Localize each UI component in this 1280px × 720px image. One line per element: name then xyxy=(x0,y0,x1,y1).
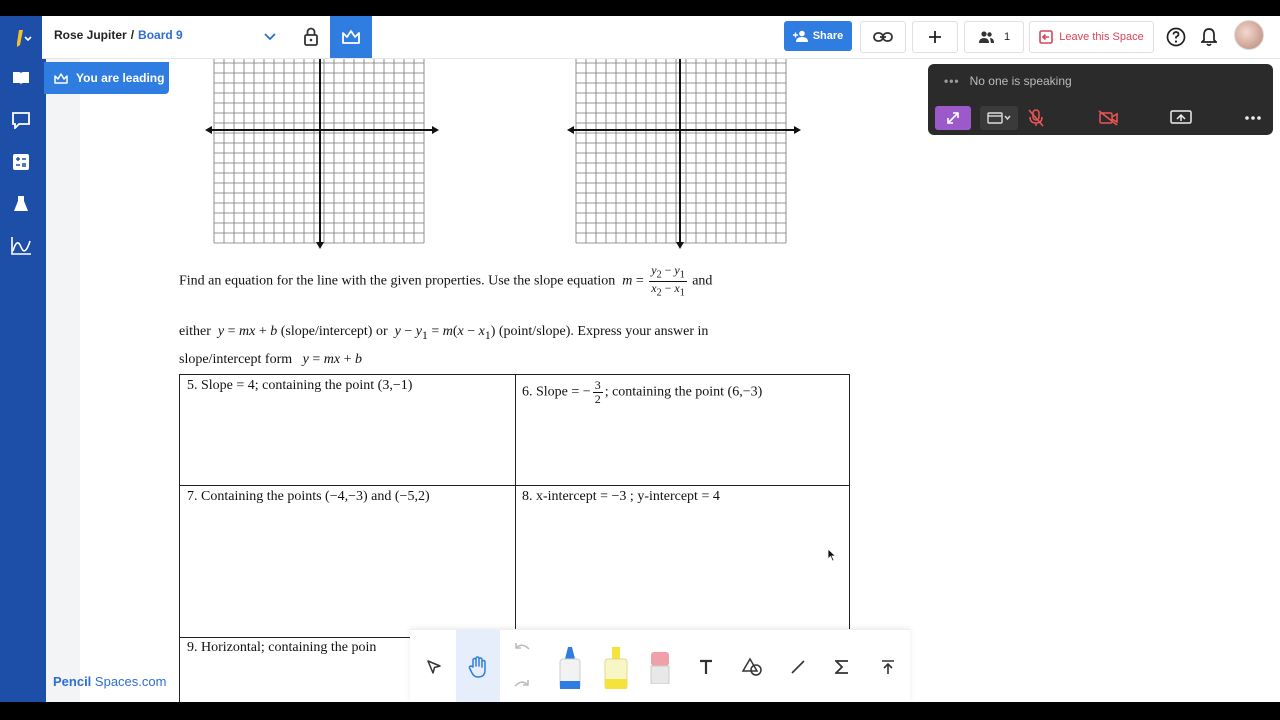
yellow-highlighter-icon xyxy=(604,645,628,689)
breadcrumb xyxy=(54,28,183,42)
chevron-down-icon[interactable] xyxy=(260,22,280,52)
shapes-tool[interactable] xyxy=(730,630,774,702)
redo-button[interactable] xyxy=(500,666,544,702)
pen-tool[interactable] xyxy=(548,630,592,702)
problem-6-prefix: 6. Slope = − xyxy=(522,384,591,400)
participants-button[interactable] xyxy=(964,21,1024,53)
slope-intercept-form-text: slope/intercept form xyxy=(179,352,293,367)
upload-icon xyxy=(881,659,895,675)
instruction-line-3: slope/intercept form y = mx + b xyxy=(179,352,362,367)
brand-suffix: Spaces.com xyxy=(94,674,167,689)
bell-icon[interactable] xyxy=(1199,22,1219,52)
avatar[interactable] xyxy=(1234,20,1264,50)
leave-space-button[interactable] xyxy=(1029,21,1154,53)
graph-icon[interactable] xyxy=(0,226,42,266)
crown-icon xyxy=(54,73,68,84)
participant-count: 1 xyxy=(1003,31,1011,43)
problem-6 xyxy=(522,379,762,405)
chat-icon[interactable] xyxy=(0,100,42,140)
dots-icon: ••• xyxy=(944,74,960,88)
problem-6-suffix: ; containing the point (6,−3) xyxy=(604,384,763,400)
left-rail xyxy=(0,16,42,702)
flask-icon[interactable] xyxy=(0,184,42,224)
blue-marker-icon xyxy=(559,645,581,689)
highlighter-tool[interactable] xyxy=(594,630,638,702)
leading-badge xyxy=(44,62,169,94)
top-bar xyxy=(42,16,1280,59)
pointer-icon xyxy=(426,659,442,675)
board-name[interactable]: Board 9 xyxy=(138,28,183,42)
brand-name: Pencil xyxy=(53,674,92,689)
problem-6-numerator: 3 xyxy=(594,378,601,392)
equation-tool[interactable] xyxy=(820,630,864,702)
problem-7: 7. Containing the points (−4,−3) and (−5,2) xyxy=(187,489,430,504)
eraser-icon xyxy=(649,650,671,684)
add-person-icon xyxy=(793,30,809,42)
book-icon[interactable] xyxy=(0,58,42,98)
plus-icon xyxy=(928,30,942,44)
hand-icon xyxy=(468,656,488,678)
slope-intercept-label: (slope/intercept) or xyxy=(280,324,388,339)
select-tool[interactable] xyxy=(412,630,456,702)
speaking-status-text: No one is speaking xyxy=(969,74,1072,88)
coordinate-grid-right xyxy=(566,59,802,249)
instruction-text-a: Find an equation for the line with the given properties. Use the slope equation xyxy=(179,273,616,289)
problem-9: 9. Horizontal; containing the poin xyxy=(187,640,377,655)
help-icon[interactable] xyxy=(1165,22,1187,52)
user-name: Rose Jupiter xyxy=(54,28,127,42)
brand-logo xyxy=(53,674,166,689)
problem-8: 8. x-intercept = −3 ; y-intercept = 4 xyxy=(522,489,720,504)
lock-icon[interactable] xyxy=(300,22,322,52)
layout-icon xyxy=(987,112,1011,124)
instruction-text-a-tail: and xyxy=(692,273,713,289)
link-icon xyxy=(873,31,893,43)
table-divider xyxy=(180,485,849,486)
problem-5: 5. Slope = 4; containing the point (3,−1) xyxy=(187,378,413,393)
mouse-cursor-icon xyxy=(827,548,837,562)
layout-dropdown[interactable] xyxy=(980,106,1018,130)
upload-tool[interactable] xyxy=(866,630,910,702)
leave-label: Leave this Space xyxy=(1059,31,1144,43)
pan-tool[interactable] xyxy=(456,630,500,702)
share-label: Share xyxy=(812,30,844,42)
add-button[interactable] xyxy=(912,21,958,53)
slope-formula: $\frac{y_2 - y_1}{x_2 - x_1}$ xyxy=(651,263,685,299)
canvas-margin xyxy=(46,59,82,702)
calculator-icon[interactable] xyxy=(0,142,42,182)
line-icon xyxy=(791,660,805,674)
text-icon xyxy=(699,659,713,675)
point-slope-label: (point/slope). Express your answer in xyxy=(498,324,709,339)
expand-icon xyxy=(946,111,960,125)
speaking-status xyxy=(944,74,1072,88)
instruction-line-1: Find an equation for the line with the given properties. Use the slope equation m = $\frac{y_2 - y_1}{x_2 - x_1}$ and xyxy=(179,263,713,299)
breadcrumb-separator: / xyxy=(130,28,135,42)
shapes-icon xyxy=(741,657,763,677)
problem-6-denominator: 2 xyxy=(594,391,601,406)
video-panel xyxy=(928,64,1273,135)
copy-link-button[interactable] xyxy=(860,21,906,53)
crown-button[interactable] xyxy=(330,16,372,58)
text-tool[interactable] xyxy=(684,630,728,702)
instruction-line-2: either y = mx + b (slope/intercept) or $y - y_1 = m(x - x_1)$ (point/slope). Express your answer in xyxy=(179,324,709,342)
share-button[interactable] xyxy=(784,21,852,51)
mic-off-icon[interactable] xyxy=(1024,106,1048,130)
more-options-icon[interactable] xyxy=(1240,106,1266,130)
drawing-toolbar xyxy=(410,629,910,702)
coordinate-grid-left xyxy=(204,59,440,249)
camera-off-icon[interactable] xyxy=(1096,106,1120,130)
worksheet-page xyxy=(80,59,910,702)
sigma-icon xyxy=(835,659,849,675)
people-icon xyxy=(978,31,994,43)
expand-button[interactable] xyxy=(935,106,971,130)
undo-icon xyxy=(513,642,531,654)
redo-icon xyxy=(513,679,531,691)
line-tool[interactable] xyxy=(776,630,820,702)
leading-label: You are leading xyxy=(76,71,165,85)
eraser-tool[interactable] xyxy=(638,630,682,702)
app-frame xyxy=(0,16,1280,702)
undo-button[interactable] xyxy=(500,630,544,666)
either-text: either xyxy=(179,324,211,339)
pencil-logo-icon[interactable] xyxy=(0,18,42,58)
screen-share-icon[interactable] xyxy=(1168,106,1194,130)
exit-icon xyxy=(1039,30,1053,44)
